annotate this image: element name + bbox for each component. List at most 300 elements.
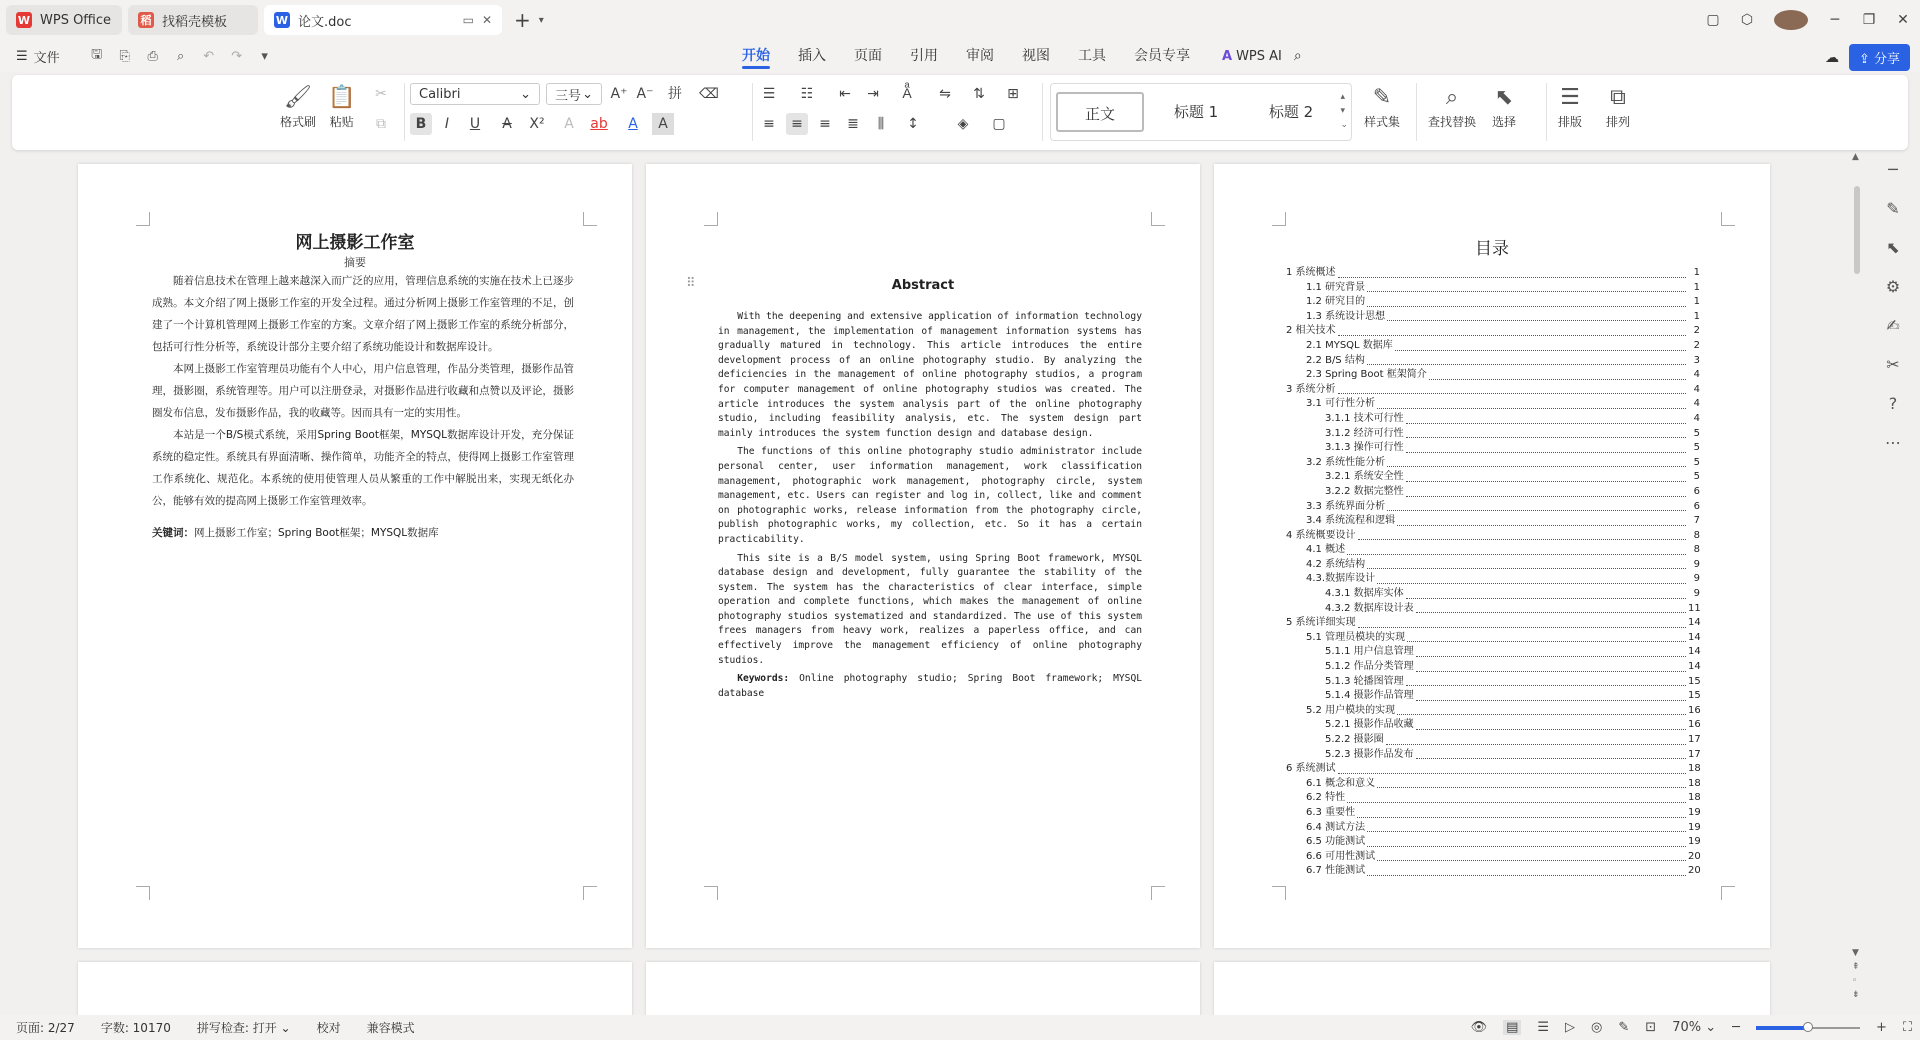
- eye-icon[interactable]: 👁: [1470, 1020, 1488, 1035]
- tab-member[interactable]: 会员专享: [1134, 48, 1190, 64]
- toc-entry-label: 3.2 系统性能分析: [1306, 456, 1386, 468]
- toc-entry-label: 2 相关技术: [1286, 325, 1336, 337]
- toc-entry-label: 6.7 性能测试: [1306, 865, 1366, 877]
- toc-entry-label: 6.6 可用性测试: [1306, 850, 1376, 862]
- hamburger-icon[interactable]: ☰: [16, 48, 28, 64]
- numbered-list-icon[interactable]: ☷: [800, 86, 814, 102]
- italic-icon[interactable]: I: [444, 116, 450, 132]
- toc-entry[interactable]: [1286, 281, 1700, 296]
- toc-entry-label: 4.1 概述: [1306, 544, 1346, 556]
- arrange-icon: ⧉: [1610, 85, 1626, 110]
- toc-leader: [1367, 875, 1686, 876]
- zoom-in-icon[interactable]: +: [1875, 1020, 1887, 1035]
- char-shading-icon[interactable]: A: [652, 113, 674, 135]
- tab-label: WPS Office: [40, 12, 112, 28]
- toc-leader: [1338, 393, 1686, 394]
- toc-page-number: 17: [1688, 734, 1701, 745]
- toc-entry-label: 5.1.4 摄影作品管理: [1325, 690, 1414, 702]
- table-of-contents: [1286, 266, 1700, 879]
- align-left-icon[interactable]: ≡: [763, 116, 775, 132]
- close-window-icon[interactable]: ✕: [1897, 12, 1909, 28]
- more-chevron-icon[interactable]: ▾: [261, 48, 268, 64]
- share-button[interactable]: ⇪ 分享: [1849, 44, 1910, 71]
- toc-entry[interactable]: [1286, 806, 1700, 821]
- outline-view-icon[interactable]: ☰: [1537, 1020, 1550, 1035]
- toc-entry[interactable]: [1286, 383, 1700, 398]
- toc-entry-label: 1 系统概述: [1286, 267, 1336, 278]
- text-direction-icon[interactable]: ⇋: [939, 86, 951, 102]
- web-view-icon[interactable]: ◎: [1591, 1020, 1603, 1035]
- toc-entry-label: 1.1 研究背景: [1306, 281, 1366, 293]
- toc-entry-label: 2.2 B/S 结构: [1306, 354, 1365, 366]
- toc-entry-label: 4 系统概要设计: [1286, 529, 1356, 541]
- tab-close-icon[interactable]: ✕: [481, 13, 492, 27]
- toc-entry[interactable]: [1286, 368, 1700, 383]
- play-icon[interactable]: ▷: [1565, 1020, 1576, 1035]
- toc-leader: [1406, 496, 1686, 497]
- compat-mode-label: 兼容模式: [366, 1021, 415, 1035]
- toc-entry[interactable]: [1286, 558, 1700, 573]
- document-title: 网上摄影工作室: [295, 233, 415, 253]
- toc-entry-label: 3.1.2 经济可行性: [1325, 427, 1404, 439]
- abstract-paragraph: The functions of this online photography studio administrator include personal center, user information management, work classification management, photographic work management, photography circle, system management, etc. Users can register and log in, collect, like and comment on photographic works, release information from the photography circle, publish photographic works, my collection, etc. So it has a certain practicability.: [718, 446, 1142, 545]
- toc-page-number: 9: [1693, 573, 1700, 585]
- toc-entry[interactable]: [1286, 835, 1700, 850]
- abstract-paragraph: 本站是一个B/S模式系统，采用Spring Boot框架，MYSQL数据库设计开发，充分保证系统的稳定性。系统具有界面清晰、操作简单，功能齐全的特点，使得网上摄影工作室管理工作系统化、规范化。本系统的使用使管理人员从繁重的工作中解脱出来，实现无纸化办公，能够有效的提高网上摄影工作室管理效率。: [152, 429, 574, 507]
- toc-leader: [1347, 554, 1686, 555]
- abstract-paragraph: 随着信息技术在管理上越来越深入而广泛的应用，管理信息系统的实施在技术上已逐步成熟。本文介绍了网上摄影工作室的开发全过程。通过分析网上摄影工作室管理的不足，创建了一个计算机管理网上摄影工作室的方案。文章介绍了网上摄影工作室的系统分析部分，包括可行性分析等，系统设计部分主要介绍了系统功能设计和数据库设计。: [152, 275, 574, 353]
- document-page-3[interactable]: [1214, 164, 1770, 948]
- keywords-text: Online photography studio; Spring Boot framework; MYSQL database: [718, 673, 1142, 699]
- toc-entry-label: 5.2.3 摄影作品发布: [1325, 748, 1414, 760]
- text-effect-icon[interactable]: A: [564, 116, 574, 132]
- avatar[interactable]: [1774, 10, 1808, 30]
- document-page-2[interactable]: [646, 164, 1200, 948]
- toc-entry[interactable]: [1286, 762, 1700, 777]
- toc-leader: [1416, 656, 1686, 657]
- ribbon-toolbar: [12, 75, 1908, 150]
- toc-leader: [1387, 510, 1686, 511]
- arrange-button[interactable]: ⧉ 排列: [1606, 85, 1631, 129]
- decrease-indent-icon[interactable]: ⇤: [839, 86, 851, 102]
- template-icon: 稻: [138, 12, 154, 28]
- pinyin-icon[interactable]: 拼: [668, 86, 682, 102]
- toc-leader: [1395, 350, 1686, 351]
- file-menu[interactable]: 文件: [33, 50, 60, 66]
- increase-indent-icon[interactable]: ⇥: [867, 86, 879, 102]
- layout-button[interactable]: ☰ 排版: [1558, 85, 1583, 129]
- toc-page-number: 1: [1693, 267, 1700, 278]
- toc-entry-label: 4.3.2 数据库设计表: [1325, 602, 1414, 614]
- share-icon: ⇪: [1858, 52, 1874, 67]
- toc-leader: [1377, 860, 1686, 861]
- cube-icon[interactable]: ⬡: [1740, 12, 1754, 28]
- toc-page-number: 19: [1688, 806, 1701, 818]
- toc-leader: [1406, 481, 1686, 482]
- toc-leader: [1338, 773, 1686, 774]
- toc-page-number: 9: [1693, 558, 1700, 570]
- document-page-1[interactable]: [78, 164, 632, 948]
- toc-entry[interactable]: [1286, 441, 1700, 456]
- paste-icon: 📋: [328, 85, 356, 110]
- cloud-icon[interactable]: ☁: [1824, 49, 1839, 66]
- style-scroll-icon[interactable]: ▴ ▾ ⌄: [1340, 92, 1348, 130]
- toc-leader: [1416, 671, 1686, 672]
- toc-page-number: 11: [1688, 602, 1701, 614]
- toc-page-number: 2: [1693, 339, 1700, 351]
- style-heading1[interactable]: 标题 1: [1173, 103, 1219, 121]
- menu-bar: [0, 40, 1920, 72]
- format-painter-button[interactable]: 🖌 格式刷: [280, 85, 317, 129]
- toc-leader: [1367, 568, 1686, 569]
- toc-page-number: 8: [1693, 544, 1700, 556]
- toc-entry-label: 5.2 用户模块的实现: [1306, 704, 1396, 716]
- settings-sliders-icon[interactable]: ⚙: [1885, 277, 1901, 296]
- toc-entry[interactable]: [1286, 689, 1700, 704]
- char-spacing-icon[interactable]: Aͣ: [902, 86, 912, 102]
- toc-page-number: 14: [1688, 617, 1701, 629]
- toc-leader: [1407, 641, 1686, 642]
- toc-leader: [1416, 612, 1686, 613]
- toc-entry[interactable]: [1286, 427, 1700, 442]
- toc-entry[interactable]: [1286, 397, 1700, 412]
- toc-page-number: 18: [1688, 763, 1701, 775]
- underline-icon[interactable]: U: [469, 116, 481, 132]
- toc-entry-label: 1.3 系统设计思想: [1306, 310, 1386, 322]
- toc-entry[interactable]: [1286, 675, 1700, 690]
- toc-entry-label: 3.4 系统流程和逻辑: [1306, 515, 1396, 527]
- toc-entry-label: 5.1.1 用户信息管理: [1325, 646, 1414, 658]
- toc-entry-label: 5.1 管理员模块的实现: [1306, 631, 1406, 643]
- pen-icon[interactable]: ✎: [1886, 199, 1900, 218]
- export-icon[interactable]: ⎘: [119, 48, 130, 64]
- border-icon[interactable]: ▢: [992, 116, 1006, 132]
- toc-entry-label: 4.3.1 数据库实体: [1325, 588, 1404, 600]
- toc-entry-label: 3.1 可行性分析: [1306, 398, 1376, 410]
- sort-icon[interactable]: ⇅: [973, 86, 985, 102]
- word-doc-icon: W: [275, 13, 289, 27]
- toc-leader: [1397, 714, 1686, 715]
- toc-leader: [1367, 831, 1686, 832]
- shrink-font-icon[interactable]: A⁻: [636, 86, 654, 102]
- wps-ai-icon: A: [1222, 48, 1233, 64]
- toc-leader: [1387, 466, 1686, 467]
- toc-page-number: 18: [1688, 792, 1701, 804]
- abstract-title: Abstract: [891, 278, 955, 293]
- justify-icon[interactable]: ≣: [847, 116, 859, 132]
- toc-leader: [1397, 525, 1686, 526]
- document-page-4[interactable]: [78, 962, 632, 1022]
- help-icon[interactable]: ?: [1888, 394, 1898, 413]
- abstract-heading: 摘要: [344, 256, 366, 269]
- toc-entry[interactable]: [1286, 850, 1700, 865]
- toc-page-number: 5: [1693, 456, 1700, 468]
- style-normal[interactable]: 正文: [1056, 92, 1144, 132]
- magnifier-icon: ⌕: [1445, 85, 1459, 110]
- undo-icon[interactable]: ↶: [203, 48, 215, 64]
- toc-entry-label: 3.1.1 技术可行性: [1325, 412, 1404, 424]
- toc-entry[interactable]: [1286, 456, 1700, 471]
- vertical-scrollbar[interactable]: [1852, 152, 1862, 1006]
- fullscreen-icon[interactable]: ⛶: [1902, 1020, 1912, 1035]
- toc-leader: [1416, 758, 1686, 759]
- select-button[interactable]: ⬉ 选择: [1492, 85, 1517, 129]
- font-family-select[interactable]: Calibri ⌄: [410, 83, 540, 105]
- toc-entry[interactable]: [1286, 631, 1700, 646]
- toc-entry[interactable]: [1286, 310, 1700, 325]
- toc-entry[interactable]: [1286, 748, 1700, 763]
- document-page-5[interactable]: [646, 962, 1200, 1022]
- toc-entry-label: 5.1.3 轮播图管理: [1325, 675, 1404, 687]
- chevron-down-icon: ⌄: [520, 86, 531, 102]
- toc-entry[interactable]: [1286, 514, 1700, 529]
- toc-entry[interactable]: [1286, 470, 1700, 485]
- toc-leader: [1406, 437, 1686, 438]
- save-icon[interactable]: 🖫: [91, 47, 103, 62]
- toc-page-number: 14: [1688, 631, 1701, 643]
- page-indicator[interactable]: 页面: 2/27: [16, 1021, 75, 1035]
- toc-entry-label: 5.1.2 作品分类管理: [1325, 661, 1414, 673]
- find-replace-button[interactable]: ⌕ 查找替换: [1428, 85, 1477, 129]
- toc-page-number: 6: [1693, 485, 1700, 497]
- toc-leader: [1377, 787, 1686, 788]
- toc-entry[interactable]: [1286, 616, 1700, 631]
- toc-page-number: 5: [1693, 442, 1700, 454]
- abstract-body: [152, 270, 574, 544]
- word-count[interactable]: 字数: 10170: [100, 1021, 171, 1035]
- toc-page-number: 19: [1688, 821, 1701, 833]
- tab-references[interactable]: 引用: [910, 48, 938, 64]
- tab-label: 论文.doc: [298, 14, 352, 30]
- page-view-icon[interactable]: ▤: [1503, 1020, 1521, 1035]
- fit-page-icon[interactable]: ⊡: [1645, 1020, 1657, 1035]
- toc-entry-label: 5.2.2 摄影圈: [1325, 734, 1384, 745]
- collapse-icon[interactable]: ─: [1888, 160, 1898, 179]
- tab-view[interactable]: 视图: [1022, 48, 1050, 64]
- scroll-thumb[interactable]: [1854, 186, 1860, 274]
- line-spacing-icon[interactable]: ↕: [907, 116, 919, 132]
- toc-page-number: 4: [1693, 412, 1700, 424]
- toc-entry[interactable]: [1286, 821, 1700, 836]
- toc-entry[interactable]: [1286, 602, 1700, 617]
- align-right-icon[interactable]: ≡: [819, 116, 831, 132]
- scroll-down-icon[interactable]: ▼ ⇞ ◦ ⇟: [1852, 948, 1860, 1000]
- toc-leader: [1367, 364, 1686, 365]
- toc-leader: [1338, 277, 1686, 278]
- window-controls: [1696, 0, 1920, 40]
- toc-leader: [1416, 700, 1686, 701]
- toc-page-number: 4: [1693, 398, 1700, 410]
- toc-entry-label: 6.4 测试方法: [1306, 821, 1366, 833]
- toc-leader: [1406, 423, 1686, 424]
- tab-preview-icon[interactable]: ▭: [462, 13, 474, 27]
- tab-list-chevron-icon[interactable]: ▾: [538, 14, 544, 26]
- tab-home[interactable]: 开始: [742, 40, 770, 72]
- toc-entry[interactable]: [1286, 543, 1700, 558]
- paste-button[interactable]: 📋 粘贴: [328, 85, 356, 129]
- toc-leader: [1358, 627, 1686, 628]
- keywords-label: 关键词：: [152, 527, 194, 539]
- toc-entry[interactable]: [1286, 645, 1700, 660]
- format-painter-icon: 🖌: [284, 85, 312, 110]
- copy-icon[interactable]: ⧉: [376, 116, 386, 132]
- distributed-icon[interactable]: ⫼: [877, 116, 885, 132]
- toc-leader: [1367, 846, 1686, 847]
- font-color-icon[interactable]: A: [628, 116, 638, 132]
- toc-leader: [1387, 320, 1686, 321]
- zoom-level[interactable]: 70% ⌄: [1672, 1020, 1717, 1035]
- toc-entry-label: 6.1 概念和意义: [1306, 777, 1376, 789]
- toc-entry[interactable]: [1286, 500, 1700, 515]
- toc-entry[interactable]: [1286, 660, 1700, 675]
- tab-document[interactable]: [264, 5, 502, 35]
- toc-page-number: 17: [1688, 748, 1701, 760]
- proofread-button[interactable]: 校对: [316, 1021, 341, 1035]
- toc-page-number: 15: [1688, 690, 1701, 702]
- strikethrough-icon[interactable]: A: [502, 116, 512, 132]
- scroll-up-icon[interactable]: ▲: [1852, 152, 1859, 162]
- bullet-list-icon[interactable]: ☰: [762, 86, 776, 102]
- toc-entry[interactable]: [1286, 864, 1700, 879]
- align-center-icon[interactable]: ≡: [786, 113, 808, 135]
- right-sidebar: [1878, 160, 1908, 452]
- toc-leader: [1367, 291, 1686, 292]
- pen-mode-icon[interactable]: ✎: [1618, 1020, 1630, 1035]
- print-icon[interactable]: ⎙: [147, 48, 158, 64]
- highlight-icon[interactable]: ab: [590, 116, 608, 132]
- toc-page-number: 16: [1688, 704, 1701, 716]
- abstract-paragraph: This site is a B/S model system, using Spring Boot framework, MYSQL database design and development, fully guarantee the stability of the system. The system has the characteristics of clear interface, simple operation and complete functions, which makes the management of online photography studios systematized and standardized. The use of this system frees managers from heavy work, realizes a paperless office, and can effectively improve the management efficiency of online photography studios.: [718, 552, 1142, 666]
- tab-wps-office[interactable]: [6, 5, 122, 35]
- toc-entry[interactable]: [1286, 412, 1700, 427]
- toc-page-number: 4: [1693, 369, 1700, 381]
- toc-leader: [1429, 379, 1686, 380]
- spell-check-toggle[interactable]: 拼写检查: 打开 ⌄: [196, 1021, 291, 1035]
- toc-page-number: 1: [1693, 281, 1700, 293]
- print-preview-icon[interactable]: ⌕: [177, 48, 185, 64]
- toc-title: 目录: [1475, 239, 1509, 259]
- document-page-6[interactable]: [1214, 962, 1770, 1022]
- toc-entry-label: 6.3 重要性: [1306, 806, 1356, 818]
- keywords-label: Keywords:: [737, 673, 790, 685]
- tab-page[interactable]: 页面: [854, 48, 882, 64]
- abstract-paragraph: With the deepening and extensive application of information technology in management, the implementation of management information systems has gradually matured in technology. This article introduces the entire development process of an online photography studio. By analyzing the deficiencies in the management of online photography studios, a program for computer management of online photography studios was created. The article introduces the system analysis part of the online photography studio, including feasibility analysis, etc. The system design part mainly introduces the system function design and database design.: [718, 311, 1142, 439]
- toc-entry[interactable]: [1286, 718, 1700, 733]
- toc-entry[interactable]: [1286, 777, 1700, 792]
- toc-page-number: 4: [1693, 383, 1700, 395]
- search-icon[interactable]: ⌕: [1293, 48, 1302, 64]
- edit-shape-icon[interactable]: ✍: [1886, 316, 1900, 335]
- toc-entry-label: 6.2 特性: [1306, 792, 1346, 804]
- toc-entry[interactable]: [1286, 324, 1700, 339]
- toc-page-number: 6: [1693, 500, 1700, 512]
- cursor-select-icon[interactable]: ⬉: [1886, 238, 1900, 257]
- tab-review[interactable]: 审阅: [966, 48, 994, 64]
- toc-leader: [1406, 452, 1686, 453]
- minimize-icon[interactable]: ─: [1830, 12, 1840, 28]
- toc-leader: [1377, 583, 1686, 584]
- toc-page-number: 8: [1693, 529, 1700, 541]
- toc-page-number: 1: [1693, 296, 1700, 308]
- cursor-icon: ⬉: [1494, 85, 1514, 110]
- shading-icon[interactable]: ◈: [957, 116, 969, 132]
- chevron-down-icon: ⌄: [280, 1021, 291, 1035]
- toc-entry[interactable]: [1286, 339, 1700, 354]
- toc-entry[interactable]: [1286, 791, 1700, 806]
- toc-page-number: 19: [1688, 836, 1701, 848]
- toc-leader: [1377, 408, 1686, 409]
- toc-entry[interactable]: [1286, 485, 1700, 500]
- toc-page-number: 15: [1688, 675, 1701, 687]
- clear-format-icon[interactable]: ⌫: [699, 86, 719, 102]
- style-set-icon: ✎: [1372, 85, 1392, 110]
- zoom-slider-knob[interactable]: [1803, 1022, 1813, 1032]
- toc-entry-label: 3.2.1 系统安全性: [1325, 471, 1404, 483]
- toc-leader: [1406, 598, 1686, 599]
- tab-tools[interactable]: 工具: [1078, 48, 1106, 64]
- toc-page-number: 3: [1693, 354, 1700, 366]
- style-gallery: [1050, 83, 1352, 141]
- toc-leader: [1416, 729, 1686, 730]
- toc-entry[interactable]: [1286, 529, 1700, 544]
- font-size-select[interactable]: 三号 ⌄: [546, 83, 602, 105]
- toc-page-number: 14: [1688, 646, 1701, 658]
- style-heading2[interactable]: 标题 2: [1268, 103, 1314, 121]
- tab-label: 找稻壳模板: [162, 14, 228, 30]
- new-tab-button[interactable]: +: [514, 8, 531, 32]
- toc-entry-label: 4.3.数据库设计: [1306, 573, 1376, 585]
- abstract-body-en: [718, 310, 1142, 705]
- toc-entry[interactable]: [1286, 587, 1700, 602]
- tab-insert[interactable]: 插入: [798, 48, 826, 64]
- redo-icon[interactable]: ↷: [231, 48, 243, 64]
- toc-entry[interactable]: [1286, 733, 1700, 748]
- toc-entry-label: 4.2 系统结构: [1306, 558, 1366, 570]
- toc-entry[interactable]: [1286, 704, 1700, 719]
- toc-entry[interactable]: [1286, 295, 1700, 310]
- cut-icon[interactable]: ✂: [375, 86, 387, 102]
- toc-page-number: 20: [1688, 850, 1701, 862]
- grow-font-icon[interactable]: A⁺: [610, 86, 628, 102]
- superscript-icon[interactable]: X²: [529, 116, 545, 132]
- toc-leader: [1357, 817, 1686, 818]
- toc-page-number: 9: [1693, 588, 1700, 600]
- title-bar: [0, 0, 1920, 40]
- toc-entry-label: 2.3 Spring Boot 框架简介: [1306, 369, 1427, 381]
- zoom-out-icon[interactable]: ─: [1732, 1020, 1740, 1035]
- toc-entry[interactable]: [1286, 266, 1700, 281]
- toc-leader: [1406, 685, 1686, 686]
- restore-icon[interactable]: ❐: [1862, 12, 1876, 28]
- toc-page-number: 2: [1693, 325, 1700, 337]
- toc-leader: [1338, 335, 1686, 336]
- zoom-slider[interactable]: [1756, 1027, 1860, 1029]
- toc-entry[interactable]: [1286, 572, 1700, 587]
- wps-ai-button[interactable]: A WPS AI: [1222, 48, 1282, 64]
- toc-entry[interactable]: [1286, 354, 1700, 369]
- table-border-icon[interactable]: ⊞: [1007, 86, 1019, 102]
- toc-entry-label: 3.3 系统界面分析: [1306, 500, 1386, 512]
- style-set-button[interactable]: ✎ 样式集: [1364, 85, 1401, 129]
- drag-handle-icon[interactable]: ⠿: [686, 276, 696, 291]
- bold-icon[interactable]: B: [410, 113, 432, 135]
- tab-template[interactable]: [128, 5, 258, 35]
- window-layout-icon[interactable]: ▢: [1706, 12, 1720, 28]
- more-icon[interactable]: ⋯: [1885, 433, 1901, 452]
- toc-page-number: 20: [1688, 865, 1701, 877]
- toc-page-number: 18: [1688, 777, 1701, 789]
- tools-icon[interactable]: ✂: [1886, 355, 1900, 374]
